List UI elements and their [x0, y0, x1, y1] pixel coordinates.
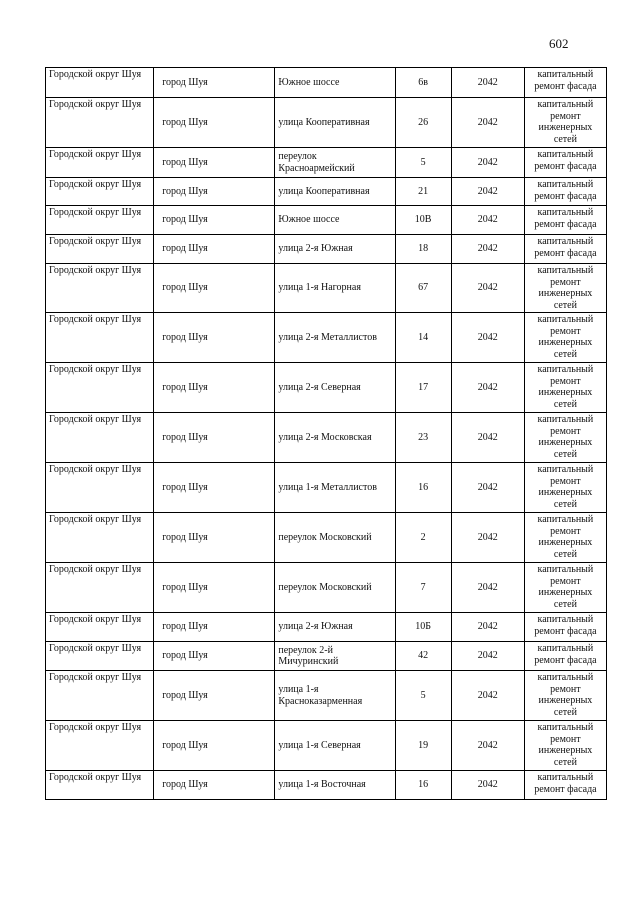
town-cell: [154, 363, 275, 413]
district-cell: Городской округ Шуя: [46, 771, 154, 800]
table-row: [46, 148, 607, 178]
house-number-cell: 5: [395, 671, 451, 721]
district-cell: Городской округ Шуя: [46, 235, 154, 264]
house-number-cell: 17: [395, 363, 451, 413]
town-cell-text: город Шуя: [162, 650, 208, 662]
district-cell: Городской округ Шуя: [46, 68, 154, 98]
street-cell-text: переулок 2-й Мичуринский: [278, 644, 339, 667]
work-type-cell: капитальный ремонт фасада: [524, 613, 606, 642]
house-number-cell: 14: [395, 313, 451, 363]
street-cell: [275, 363, 395, 413]
table-row: [46, 771, 607, 800]
district-cell: Городской округ Шуя: [46, 178, 154, 206]
street-cell: [275, 642, 395, 671]
year-cell: 2042: [451, 178, 524, 206]
house-number-cell: 7: [395, 563, 451, 613]
street-cell-text: улица 2-я Южная: [278, 621, 353, 633]
district-cell: Городской округ Шуя: [46, 613, 154, 642]
street-cell: [275, 413, 395, 463]
year-cell: 2042: [451, 771, 524, 800]
table-body: [46, 68, 607, 800]
street-cell-text: Южное шоссе: [278, 76, 340, 88]
town-cell-text: город Шуя: [162, 282, 208, 294]
table-row: [46, 363, 607, 413]
table-row: [46, 513, 607, 563]
district-cell: Городской округ Шуя: [46, 671, 154, 721]
street-cell-text: улица 2-я Северная: [278, 381, 361, 393]
street-cell: [275, 68, 395, 98]
work-type-cell: капитальный ремонт фасада: [524, 235, 606, 264]
year-cell: 2042: [451, 671, 524, 721]
house-number-cell: 67: [395, 264, 451, 313]
house-number-cell: 18: [395, 235, 451, 264]
house-number-cell: 16: [395, 771, 451, 800]
table-row: [46, 613, 607, 642]
street-cell: [275, 264, 395, 313]
town-cell-text: город Шуя: [162, 243, 208, 255]
district-cell: Городской округ Шуя: [46, 463, 154, 513]
street-cell: [275, 671, 395, 721]
work-type-cell: капитальный ремонт фасада: [524, 206, 606, 235]
work-type-cell: капитальный ремонт фасада: [524, 178, 606, 206]
work-type-cell: капитальный ремонт инженерных сетей: [524, 463, 606, 513]
district-cell: Городской округ Шуя: [46, 148, 154, 178]
work-type-cell: капитальный ремонт инженерных сетей: [524, 671, 606, 721]
house-number-cell: 21: [395, 178, 451, 206]
town-cell: [154, 206, 275, 235]
town-cell-text: город Шуя: [162, 431, 208, 443]
house-number-cell: 2: [395, 513, 451, 563]
district-cell: Городской округ Шуя: [46, 513, 154, 563]
town-cell-text: город Шуя: [162, 381, 208, 393]
house-number-cell: 42: [395, 642, 451, 671]
work-type-cell: капитальный ремонт инженерных сетей: [524, 513, 606, 563]
town-cell-text: город Шуя: [162, 116, 208, 128]
work-type-cell: капитальный ремонт фасада: [524, 68, 606, 98]
town-cell: [154, 235, 275, 264]
table-row: [46, 206, 607, 235]
work-type-cell: капитальный ремонт фасада: [524, 771, 606, 800]
table-row: [46, 235, 607, 264]
town-cell: [154, 513, 275, 563]
table-row: [46, 563, 607, 613]
year-cell: 2042: [451, 68, 524, 98]
table-row: [46, 313, 607, 363]
street-cell: [275, 313, 395, 363]
page-number: 602: [549, 36, 569, 51]
street-cell: [275, 98, 395, 148]
town-cell-text: город Шуя: [162, 481, 208, 493]
house-number-cell: 16: [395, 463, 451, 513]
town-cell-text: город Шуя: [162, 779, 208, 791]
work-type-cell: капитальный ремонт фасада: [524, 642, 606, 671]
table-row: [46, 721, 607, 771]
town-cell-text: город Шуя: [162, 689, 208, 701]
year-cell: 2042: [451, 563, 524, 613]
year-cell: 2042: [451, 235, 524, 264]
district-cell: Городской округ Шуя: [46, 363, 154, 413]
year-cell: 2042: [451, 98, 524, 148]
year-cell: 2042: [451, 642, 524, 671]
street-cell-text: улица 1-я Красноказарменная: [278, 684, 363, 707]
table-row: [46, 98, 607, 148]
town-cell: [154, 463, 275, 513]
year-cell: 2042: [451, 613, 524, 642]
street-cell: [275, 771, 395, 800]
table-row: [46, 178, 607, 206]
town-cell: [154, 264, 275, 313]
street-cell: [275, 613, 395, 642]
year-cell: 2042: [451, 206, 524, 235]
district-cell: Городской округ Шуя: [46, 413, 154, 463]
street-cell-text: улица Кооперативная: [278, 116, 370, 128]
town-cell: [154, 671, 275, 721]
district-cell: Городской округ Шуя: [46, 98, 154, 148]
work-type-cell: капитальный ремонт фасада: [524, 148, 606, 178]
town-cell-text: город Шуя: [162, 214, 208, 226]
year-cell: 2042: [451, 148, 524, 178]
work-type-cell: капитальный ремонт инженерных сетей: [524, 98, 606, 148]
street-cell-text: улица 2-я Московская: [278, 431, 372, 443]
house-number-cell: 6в: [395, 68, 451, 98]
street-cell: [275, 513, 395, 563]
work-type-cell: капитальный ремонт инженерных сетей: [524, 313, 606, 363]
street-cell-text: улица 1-я Металлистов: [278, 481, 377, 493]
town-cell: [154, 563, 275, 613]
house-number-cell: 10Б: [395, 613, 451, 642]
house-number-cell: 26: [395, 98, 451, 148]
street-cell: [275, 563, 395, 613]
street-cell-text: переулок Московский: [278, 581, 372, 593]
work-type-cell: капитальный ремонт инженерных сетей: [524, 721, 606, 771]
district-cell: Городской округ Шуя: [46, 206, 154, 235]
town-cell-text: город Шуя: [162, 621, 208, 633]
town-cell: [154, 68, 275, 98]
year-cell: 2042: [451, 413, 524, 463]
street-cell-text: улица 2-я Металлистов: [278, 331, 377, 343]
street-cell-text: улица Кооперативная: [278, 185, 370, 197]
house-number-cell: 10В: [395, 206, 451, 235]
street-cell-text: Южное шоссе: [278, 214, 340, 226]
district-cell: Городской округ Шуя: [46, 264, 154, 313]
town-cell: [154, 413, 275, 463]
town-cell-text: город Шуя: [162, 185, 208, 197]
table-row: [46, 413, 607, 463]
house-number-cell: 5: [395, 148, 451, 178]
house-number-cell: 19: [395, 721, 451, 771]
house-number-cell: 23: [395, 413, 451, 463]
street-cell: [275, 463, 395, 513]
table-row: [46, 671, 607, 721]
town-cell: [154, 313, 275, 363]
work-type-cell: капитальный ремонт инженерных сетей: [524, 264, 606, 313]
year-cell: 2042: [451, 463, 524, 513]
street-cell-text: улица 1-я Нагорная: [278, 282, 361, 294]
street-cell-text: улица 1-я Северная: [278, 739, 361, 751]
street-cell: [275, 148, 395, 178]
street-cell: [275, 721, 395, 771]
table-row: [46, 463, 607, 513]
year-cell: 2042: [451, 513, 524, 563]
district-cell: Городской округ Шуя: [46, 313, 154, 363]
town-cell: [154, 771, 275, 800]
year-cell: 2042: [451, 721, 524, 771]
town-cell: [154, 613, 275, 642]
street-cell-text: переулок Красноармейский: [278, 151, 355, 174]
year-cell: 2042: [451, 264, 524, 313]
district-cell: Городской округ Шуя: [46, 642, 154, 671]
housing-repair-table: [45, 67, 607, 800]
table-row: [46, 642, 607, 671]
table-row: [46, 68, 607, 98]
town-cell: [154, 178, 275, 206]
town-cell-text: город Шуя: [162, 739, 208, 751]
town-cell-text: город Шуя: [162, 331, 208, 343]
work-type-cell: капитальный ремонт инженерных сетей: [524, 563, 606, 613]
district-cell: Городской округ Шуя: [46, 721, 154, 771]
town-cell-text: город Шуя: [162, 581, 208, 593]
street-cell: [275, 206, 395, 235]
street-cell: [275, 178, 395, 206]
town-cell: [154, 721, 275, 771]
street-cell-text: улица 1-я Восточная: [278, 779, 366, 791]
town-cell-text: город Шуя: [162, 76, 208, 88]
district-cell: Городской округ Шуя: [46, 563, 154, 613]
table-row: [46, 264, 607, 313]
work-type-cell: капитальный ремонт инженерных сетей: [524, 363, 606, 413]
street-cell: [275, 235, 395, 264]
town-cell-text: город Шуя: [162, 156, 208, 168]
town-cell-text: город Шуя: [162, 531, 208, 543]
year-cell: 2042: [451, 313, 524, 363]
year-cell: 2042: [451, 363, 524, 413]
street-cell-text: переулок Московский: [278, 531, 372, 543]
town-cell: [154, 642, 275, 671]
town-cell: [154, 98, 275, 148]
town-cell: [154, 148, 275, 178]
street-cell-text: улица 2-я Южная: [278, 243, 353, 255]
work-type-cell: капитальный ремонт инженерных сетей: [524, 413, 606, 463]
